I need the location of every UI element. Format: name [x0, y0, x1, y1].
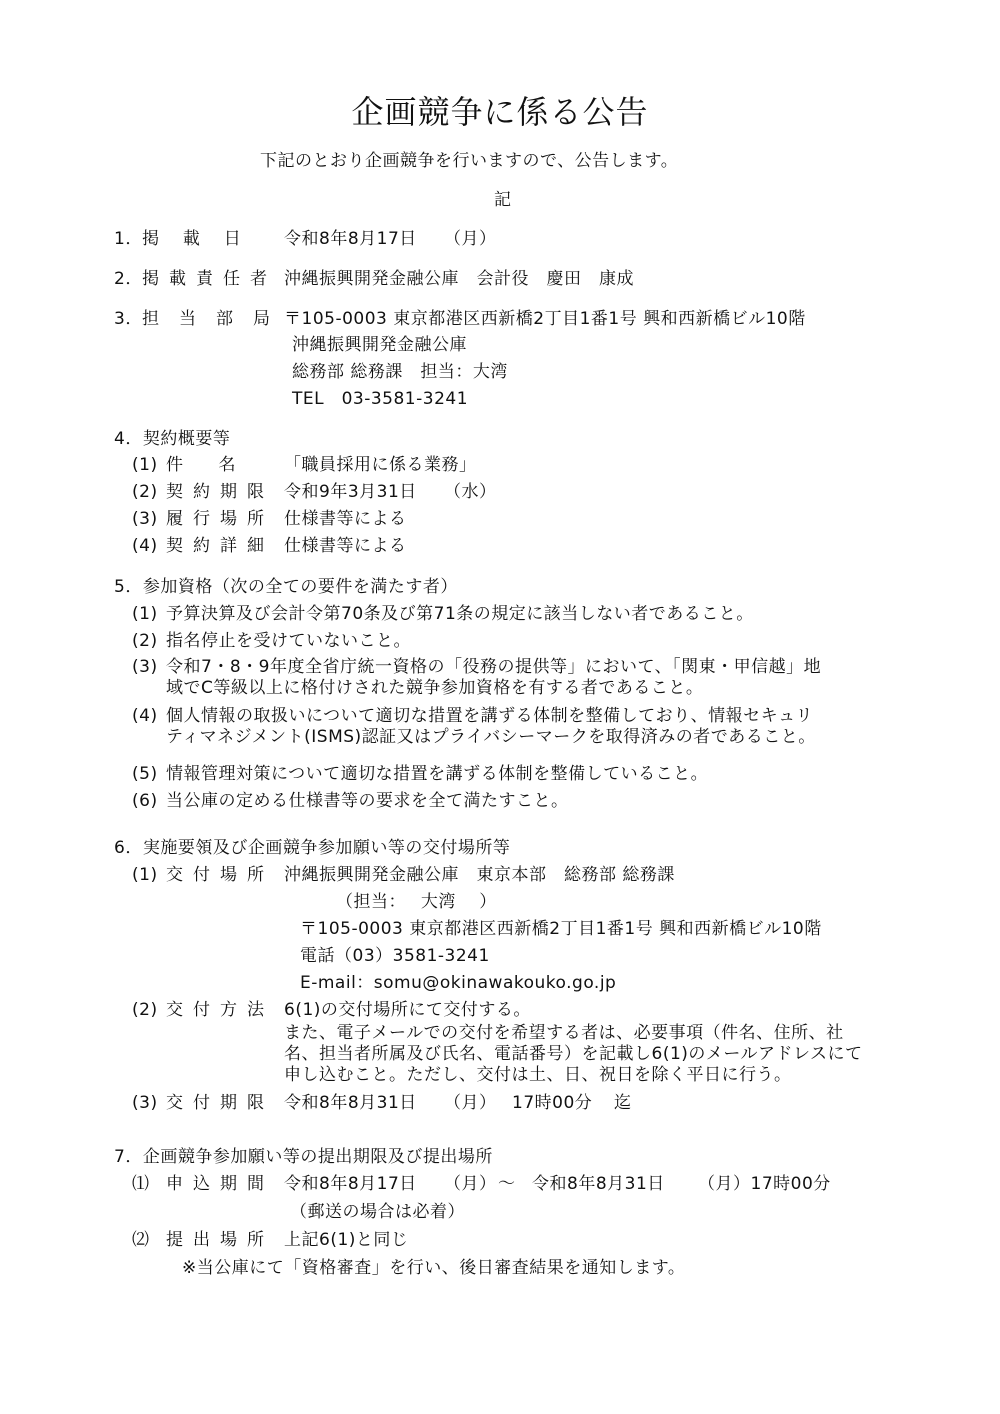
s6-item1-email: E-mail：somu@okinawakouko.go.jp [300, 973, 617, 993]
s4-item-label: 履行場所 [166, 509, 274, 529]
s7-item1-day-start: （月） [444, 1174, 497, 1194]
s3-label: 担当部局 [142, 309, 290, 329]
s5-item-text-cont: 域でC等級以上に格付けされた競争参加資格を有する者であること。 [166, 678, 704, 698]
s5-item-number: (3) [132, 657, 158, 677]
s5-item-number: (1) [132, 604, 158, 624]
s6-item3-label: 交付期限 [166, 1093, 274, 1113]
s5-item-text-cont: ティマネジメント(ISMS)認証又はプライバシーマークを取得済みの者であること。 [166, 727, 816, 747]
lead-text: 下記のとおり企画競争を行いますので、公告します。 [260, 151, 679, 171]
s4-item-number: (1) [132, 455, 158, 475]
s2-number: 2． [114, 269, 143, 289]
s1-number: 1． [114, 229, 143, 249]
s7-item1-label: 申込期間 [166, 1174, 274, 1194]
s1-label: 掲 載 日 [142, 229, 242, 249]
s4-item-value: 仕様書等による [284, 509, 407, 529]
s6-item2-text-cont: 名、担当者所属及び氏名、電話番号）を記載し6(1)のメールアドレスにて [284, 1044, 863, 1064]
s7-item2-value: 上記6(1)と同じ [284, 1230, 409, 1250]
s6-item2-label: 交付方法 [166, 1000, 274, 1020]
s4-item-day: （水） [444, 482, 497, 502]
s7-item1-number: ⑴ [132, 1174, 150, 1194]
s5-item-text: 当公庫の定める仕様書等の要求を全て満たすこと。 [166, 791, 569, 811]
s1-date: 令和8年8月17日 [284, 229, 417, 249]
s4-item-value: 仕様書等による [284, 536, 407, 556]
s4-item-number: (2) [132, 482, 158, 502]
s6-heading: 6．実施要領及び企画競争参加願い等の交付場所等 [114, 838, 511, 858]
s4-item-label: 契約期限 [166, 482, 274, 502]
s5-item-text: 令和7・8・9年度全省庁統一資格の「役務の提供等」において、「関東・甲信越」地 [166, 657, 822, 677]
s6-item2-number: (2) [132, 1000, 158, 1020]
s4-item-value: 令和9年3月31日 [284, 482, 417, 502]
s6-item2-text-cont: また、電子メールでの交付を希望する者は、必要事項（件名、住所、社 [284, 1023, 844, 1043]
s6-item3-suffix: 迄 [614, 1093, 632, 1113]
page-title: 企画競争に係る公告 [351, 93, 649, 131]
s6-item3-number: (3) [132, 1093, 158, 1113]
s3-org: 沖縄振興開発金融公庫 [292, 335, 467, 355]
s7-footnote: ※当公庫にて「資格審査」を行い、後日審査結果を通知します。 [182, 1258, 686, 1278]
s5-item-text: 予算決算及び会計令第70条及び第71条の規定に該当しない者であること。 [166, 604, 754, 624]
s5-heading: 5．参加資格（次の全ての要件を満たす者） [114, 577, 458, 597]
s7-item1-end: 令和8年8月31日 [532, 1174, 665, 1194]
s5-item-number: (4) [132, 706, 158, 726]
s6-item2-text: 6(1)の交付場所にて交付する。 [284, 1000, 531, 1020]
s7-item2-number: ⑵ [132, 1230, 150, 1250]
s1-day: （月） [444, 229, 497, 249]
s7-heading: 7．企画競争参加願い等の提出期限及び提出場所 [114, 1147, 493, 1167]
ki-label: 記 [494, 190, 512, 210]
s3-address: 〒105-0003 東京都港区西新橋2丁目1番1号 興和西新橋ビル10階 [284, 309, 806, 329]
s5-item-number: (6) [132, 791, 158, 811]
s7-item2-label: 提出場所 [166, 1230, 274, 1250]
s6-item1-org: 沖縄振興開発金融公庫 東京本部 総務部 総務課 [284, 865, 675, 885]
s6-item1-contact: （担当： 大湾 ） [336, 892, 497, 912]
s7-item1-tilde: ～ [498, 1174, 516, 1194]
s5-item-text: 指名停止を受けていないこと。 [166, 631, 411, 651]
s6-item3-date: 令和8年8月31日 [284, 1093, 417, 1113]
s6-item3-time: 17時00分 [512, 1093, 593, 1113]
s4-item-label: 件 名 [166, 455, 236, 475]
s5-item-text: 個人情報の取扱いについて適切な措置を講ずる体制を整備しており、情報セキュリ [166, 706, 814, 726]
s6-item1-address: 〒105-0003 東京都港区西新橋2丁目1番1号 興和西新橋ビル10階 [300, 919, 822, 939]
s5-item-number: (5) [132, 764, 158, 784]
s6-item3-day: （月） [444, 1093, 497, 1113]
s7-item1-day-end: （月）17時00分 [698, 1174, 831, 1194]
s5-item-number: (2) [132, 631, 158, 651]
s2-label: 掲載責任者 [142, 269, 277, 289]
s4-heading: 4．契約概要等 [114, 429, 231, 449]
s7-item1-note: （郵送の場合は必着） [290, 1202, 465, 1222]
s3-dept: 総務部 総務課 担当：大湾 [292, 362, 508, 382]
s4-item-value: 「職員採用に係る業務」 [284, 455, 477, 475]
s4-item-label: 契約詳細 [166, 536, 274, 556]
s6-item1-number: (1) [132, 865, 158, 885]
s3-tel: TEL 03-3581-3241 [292, 389, 469, 409]
s3-number: 3． [114, 309, 143, 329]
s6-item2-text-cont: 申し込むこと。ただし、交付は土、日、祝日を除く平日に行う。 [284, 1065, 792, 1085]
s4-item-number: (3) [132, 509, 158, 529]
s6-item1-label: 交付場所 [166, 865, 274, 885]
s5-item-text: 情報管理対策について適切な措置を講ずる体制を整備していること。 [166, 764, 709, 784]
s6-item1-phone: 電話（03）3581-3241 [300, 946, 490, 966]
s4-item-number: (4) [132, 536, 158, 556]
s7-item1-start: 令和8年8月17日 [284, 1174, 417, 1194]
s2-value: 沖縄振興開発金融公庫 会計役 慶田 康成 [284, 269, 634, 289]
